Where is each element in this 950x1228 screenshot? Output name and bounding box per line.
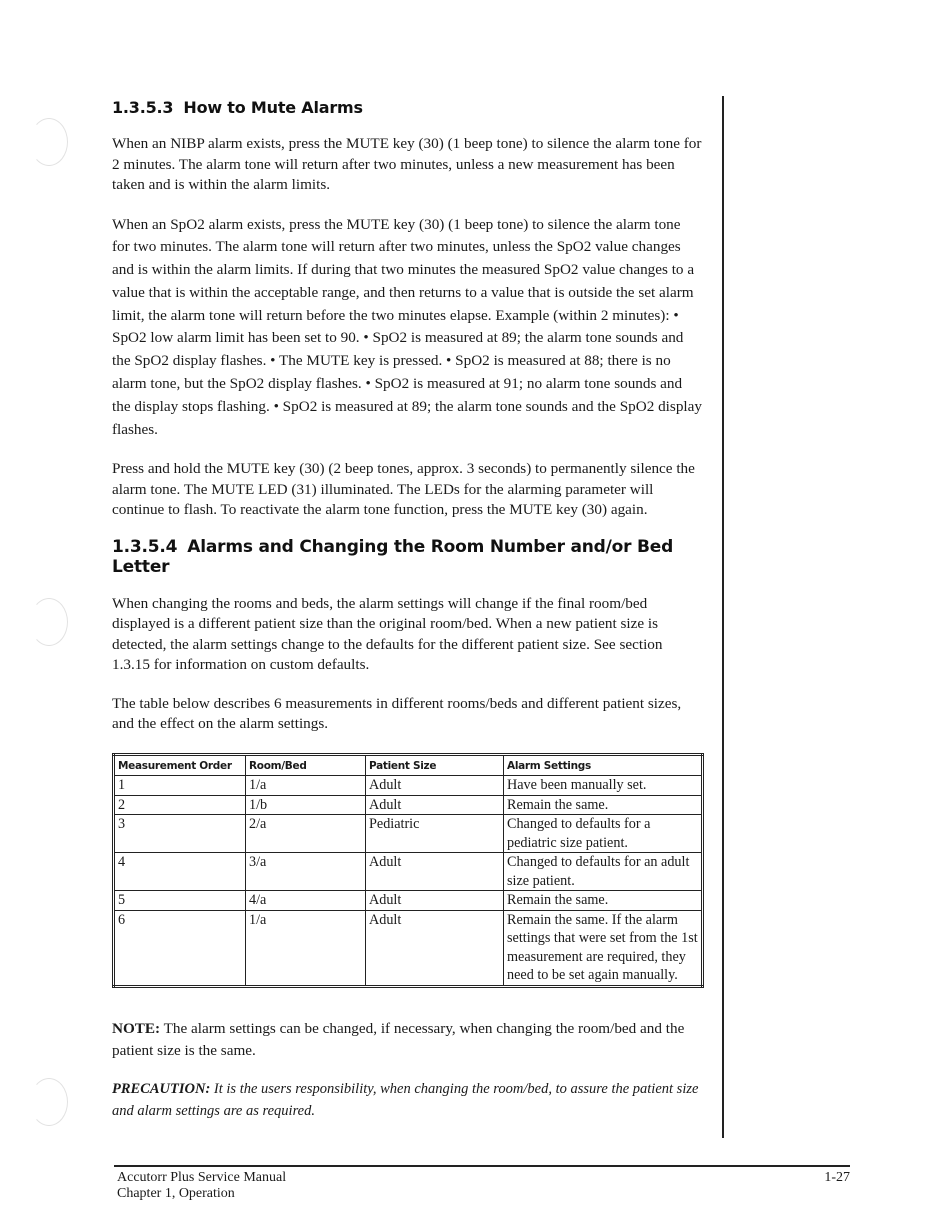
footer-manual-title: Accutorr Plus Service Manual	[117, 1170, 287, 1185]
table-cell: Adult	[366, 910, 504, 986]
footer-rule	[114, 1165, 850, 1167]
change-bar	[722, 96, 724, 1138]
table-row	[114, 891, 703, 911]
paragraph-table-intro: The table below describes 6 measurements in different rooms/beds and different patient sizes, and the effect on the alarm settings.	[112, 694, 682, 733]
table-cell: 5	[114, 891, 246, 911]
table-cell: 2	[114, 795, 246, 815]
table-cell: Adult	[366, 795, 504, 815]
table-row	[114, 910, 703, 986]
punch-hole-middle	[30, 598, 68, 646]
table-cell: Changed to defaults for an adult size patient.	[504, 853, 703, 891]
table-cell: 1/b	[246, 795, 366, 815]
table-cell: 1/a	[246, 776, 366, 796]
table-row	[114, 776, 703, 796]
table-cell: 4	[114, 853, 246, 891]
punch-hole-bottom	[30, 1078, 68, 1126]
table-cell: 4/a	[246, 891, 366, 911]
section-title: How to Mute Alarms	[183, 98, 363, 117]
table-cell: Adult	[366, 891, 504, 911]
table-cell: Pediatric	[366, 815, 504, 853]
table-cell: Changed to defaults for a pediatric size patient.	[504, 815, 703, 853]
table-row	[114, 795, 703, 815]
column-header: Room/Bed	[246, 754, 366, 776]
section-number: 1.3.5.4	[112, 536, 178, 557]
table-cell: 1	[114, 776, 246, 796]
precaution-paragraph	[112, 1078, 702, 1122]
note-paragraph	[112, 1018, 702, 1062]
table-header-row	[114, 754, 703, 776]
table-cell: 6	[114, 910, 246, 986]
note-text: The alarm settings can be changed, if necessary, when changing the room/bed and the patient size is the same.	[112, 1019, 685, 1059]
table-cell: Remain the same. If the alarm settings that were set from the 1st measurement are required, they need to be set again manually.	[507, 911, 698, 984]
paragraph-room-bed-change: When changing the rooms and beds, the alarm settings will change if the final room/bed displayed is a different patient size than the original room/bed. When a new patient size is detected, the alarm settings change to the defaults for the different patient size. See section 1.3.15 for information on custom defaults.	[112, 594, 663, 674]
column-header: Patient Size	[366, 754, 504, 776]
section-heading-1354	[112, 537, 702, 577]
table-cell: Adult	[366, 853, 504, 891]
table-cell: 3/a	[246, 853, 366, 891]
table-cell: 2/a	[246, 815, 366, 853]
alarm-settings-table	[112, 753, 704, 988]
precaution-label: PRECAUTION:	[112, 1080, 211, 1097]
table-row	[114, 815, 703, 853]
column-header: Alarm Settings	[504, 754, 703, 776]
table-cell: Remain the same.	[504, 891, 703, 911]
table-cell: Adult	[366, 776, 504, 796]
page-content	[112, 96, 702, 1122]
table-cell: 3	[114, 815, 246, 853]
punch-hole-top	[30, 118, 68, 166]
paragraph-permanent-mute: Press and hold the MUTE key (30) (2 beep tones, approx. 3 seconds) to permanently silence the alarm tone. The MUTE LED (31) illuminated. The LEDs for the alarming parameter will continue to flash. To reactivate the alarm tone function, press the MUTE key (30) again.	[112, 460, 695, 519]
paragraph-spo2-mute: When an SpO2 alarm exists, press the MUTE key (30) (1 beep tone) to silence the alarm tone for two minutes. The alarm tone will return after two minutes, unless the SpO2 value changes and is within the alarm limits. If during that two minutes the measured SpO2 value changes to a value that is within the acceptable range, and then returns to a value that is outside the set alarm limit, the alarm tone will return before the two minutes elapse. Example (within 2 minutes): • SpO2 low alarm limit has been set to 90. • SpO2 is measured at 89; the alarm tone sounds and the SpO2 display flashes. • The MUTE key is pressed. • SpO2 is measured at 88; there is no alarm tone, but the SpO2 display flashes. • SpO2 is measured at 91; no alarm tone sounds and the display stops flashing. • SpO2 is measured at 89; the alarm tone sounds and the SpO2 display flashes.	[112, 215, 702, 438]
footer-chapter: Chapter 1, Operation	[117, 1186, 235, 1201]
section-title: Alarms and Changing the Room Number and/or Bed Letter	[112, 536, 674, 577]
table-cell: Have been manually set.	[504, 776, 703, 796]
footer-left	[117, 1170, 286, 1202]
table-row	[114, 853, 703, 891]
page-number: 1-27	[824, 1170, 850, 1185]
table-cell: 1/a	[246, 910, 366, 986]
paragraph-nibp-mute: When an NIBP alarm exists, press the MUTE key (30) (1 beep tone) to silence the alarm tone for 2 minutes. The alarm tone will return after two minutes, unless a new measurement has been taken and is within the alarm limits.	[112, 135, 702, 193]
table-cell: Remain the same.	[504, 795, 703, 815]
precaution-text: It is the users responsibility, when changing the room/bed, to assure the patient size and alarm settings are as required.	[112, 1080, 699, 1119]
column-header: Measurement Order	[114, 754, 246, 776]
note-label: NOTE:	[112, 1019, 161, 1037]
section-number: 1.3.5.3	[112, 98, 174, 117]
section-heading-1353	[112, 98, 702, 117]
